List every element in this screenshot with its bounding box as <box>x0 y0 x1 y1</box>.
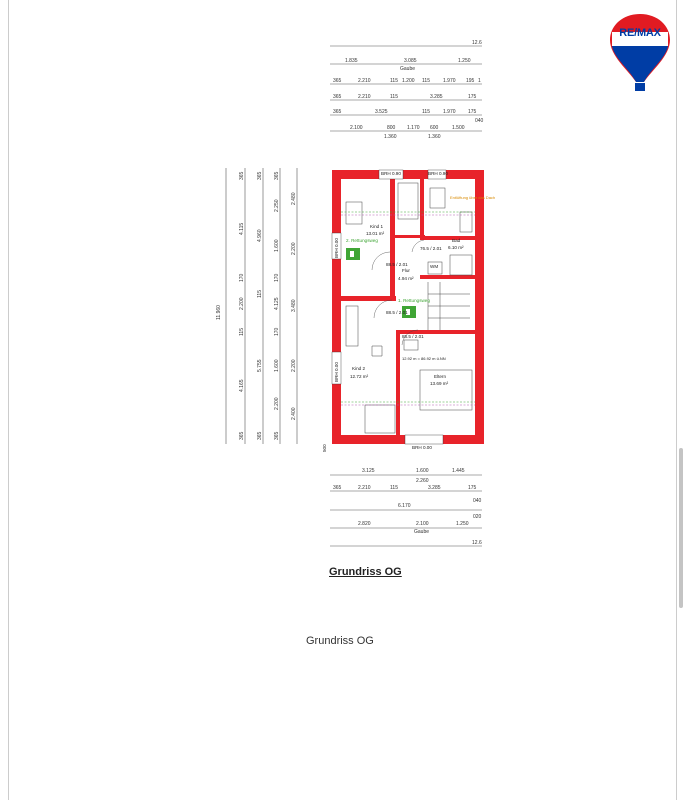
dim-left-c5-1: 2.200 <box>291 242 297 255</box>
dim-left-c2-2: 170 <box>239 273 245 282</box>
dim-bot-r1-1: 1.600 <box>416 468 429 474</box>
dim-left-c2-5: 4.165 <box>239 379 245 392</box>
dim-left-c4-7: 2.200 <box>274 397 280 410</box>
brh-bottom: BRH 0.00 <box>412 445 432 450</box>
dim-left-c3-1: 4.960 <box>257 229 263 242</box>
room-kind2-area: 12.72 m² <box>350 374 369 379</box>
dim-top-r6-2: 1.170 <box>407 125 420 131</box>
rettungsweg-1: 1. Rettungsweg <box>398 298 430 303</box>
brh-top-1: BRH 0.90 <box>381 171 401 176</box>
dim-left-c4-6: 1.600 <box>274 359 280 372</box>
brh-left-2: BRH 0.00 <box>334 362 339 382</box>
dim-top-r3-7: 1 <box>478 78 481 84</box>
room-kind1-area: 13.01 m² <box>366 231 385 236</box>
dim-left-c4-0: 365 <box>274 171 280 180</box>
dim-bot-r5-2: 1.250 <box>456 521 469 527</box>
room-flur-name: Flur <box>402 268 410 273</box>
dim-top-r5-3: 1.970 <box>443 109 456 115</box>
room-eltern-name: Eltern <box>434 374 447 379</box>
dim-top-r5-2: 115 <box>422 109 430 115</box>
dim-bot-r2-0: 2.260 <box>416 478 429 484</box>
stairs-label: 12.92 m = 86.92 m ü.NN <box>402 356 446 361</box>
door-label-3: 88.5 / 2.01 <box>386 310 408 315</box>
room-kind2-name: Kind 2 <box>352 366 366 371</box>
dim-left-c3-3: 5.755 <box>257 359 263 372</box>
dim-bot-r1-0: 3.125 <box>362 468 375 474</box>
dim-left-c5-2: 3.480 <box>291 299 297 312</box>
dim-left-c4-1: 2.250 <box>274 199 280 212</box>
dim-top-r3-1: 2.210 <box>358 78 371 84</box>
dim-left-c4-2: 1.600 <box>274 239 280 252</box>
dim-top-r3-0: 365 <box>333 78 342 84</box>
wm-label: WM <box>430 264 439 269</box>
room-bad-name: Bad <box>452 238 461 243</box>
entluftung-note: Entlüftung über das Dach <box>450 195 496 200</box>
dim-left-c4-4: 4.125 <box>274 297 280 310</box>
dim-bot-r4-0: 6.170 <box>398 503 411 509</box>
dim-left-c2-6: 365 <box>239 431 245 440</box>
dim-top-r2-c: 1.250 <box>458 58 471 64</box>
image-caption: Grundriss OG <box>306 635 374 647</box>
dim-top-r2-b: 3.085 <box>404 58 417 64</box>
dim-top-total: 12.6 <box>472 40 482 46</box>
left-dimension-lines <box>226 168 297 444</box>
dim-bot-r3-3: 3.285 <box>428 485 441 491</box>
dim-left-c5-3: 2.200 <box>291 359 297 372</box>
dim-top-r4-1: 2.210 <box>358 94 371 100</box>
brh-top-2: BRH 0.90 <box>428 171 448 176</box>
bottom-dimension-lines <box>330 475 482 546</box>
door-label-4: 88.5 / 2.01 <box>402 334 424 339</box>
room-bad-area: 6.10 m² <box>448 245 464 250</box>
dim-left-c2-1: 4.115 <box>239 222 245 235</box>
dim-bot-total: 12.6 <box>472 540 482 546</box>
room-eltern-area: 13.69 m² <box>430 381 449 386</box>
dim-bot-r5-0: 2.820 <box>358 521 371 527</box>
dim-top-r4-4: 175 <box>468 94 477 100</box>
dim-bot-r3-0: 365 <box>333 485 342 491</box>
bottom-small-dim: 500 <box>322 444 327 452</box>
dim-bot-r3-4: 175 <box>468 485 477 491</box>
dim-left-c3-0: 365 <box>257 171 263 180</box>
dim-left-c3-2: 115 <box>257 290 263 298</box>
dim-top-r3-5: 1.970 <box>443 78 456 84</box>
dim-left-total: 11.960 <box>216 305 222 320</box>
room-kind1-name: Kind 1 <box>370 224 384 229</box>
dim-top-r4-2: 115 <box>390 94 398 100</box>
plan-title: Grundriss OG <box>329 566 402 578</box>
dim-bot-r3-2: 115 <box>390 485 398 491</box>
dim-left-c2-0: 365 <box>239 171 245 180</box>
dim-left-c3-4: 365 <box>257 431 263 440</box>
dim-bot-r1-2: 1.445 <box>452 468 465 474</box>
dim-top-r6-0: 2.100 <box>350 125 363 131</box>
dim-top-r5-0: 365 <box>333 109 342 115</box>
dim-top-r6-3: 600 <box>430 125 439 131</box>
dim-top-r3-6: 195 <box>466 78 475 84</box>
dim-top-r6-5: 040 <box>475 118 484 124</box>
dim-top-r7-0: 1.360 <box>384 134 397 140</box>
brh-left-1: BRH 0.00 <box>334 238 339 258</box>
dim-left-c4-3: 170 <box>274 273 280 282</box>
dim-top-r4-3: 3.285 <box>430 94 443 100</box>
rettungsweg-2: 2. Rettungsweg <box>346 238 378 243</box>
dim-top-r5-4: 175 <box>468 109 477 115</box>
dim-left-c4-5: 170 <box>274 327 280 336</box>
door-label-2: 76.5 / 2.01 <box>420 246 442 251</box>
dim-top-r3-3: 1.200 <box>402 78 415 84</box>
dim-bot-r3-1: 2.210 <box>358 485 371 491</box>
dim-left-c2-3: 2.200 <box>239 297 245 310</box>
dim-bot-r5-1: 2.100 <box>416 521 429 527</box>
dim-top-r6-4: 1.500 <box>452 125 465 131</box>
dim-top-gaube: Gaube <box>400 66 416 72</box>
dim-top-r7-1: 1.360 <box>428 134 441 140</box>
dim-top-r6-1: 800 <box>387 125 396 131</box>
dim-left-c5-4: 2.400 <box>291 407 297 420</box>
dim-top-r3-2: 115 <box>390 78 398 84</box>
dim-bot-r4-1: 040 <box>473 498 482 504</box>
dim-bot-r5-3: 020 <box>473 514 482 520</box>
dim-left-c2-4: 115 <box>239 328 245 336</box>
dim-left-c5-0: 2.480 <box>291 192 297 205</box>
dim-top-r3-4: 115 <box>422 78 430 84</box>
dim-bot-gaube: Gaube <box>414 529 430 535</box>
dim-left-c4-8: 365 <box>274 431 280 440</box>
dim-top-r2-a: 1.835 <box>345 58 358 64</box>
dim-top-r4-0: 365 <box>333 94 342 100</box>
logo-text: RE/MAX <box>619 27 661 39</box>
room-flur-area: 4.94 m² <box>398 276 414 281</box>
dim-top-r5-1: 3.525 <box>375 109 388 115</box>
door-label-1: 88.5 / 2.01 <box>386 262 408 267</box>
